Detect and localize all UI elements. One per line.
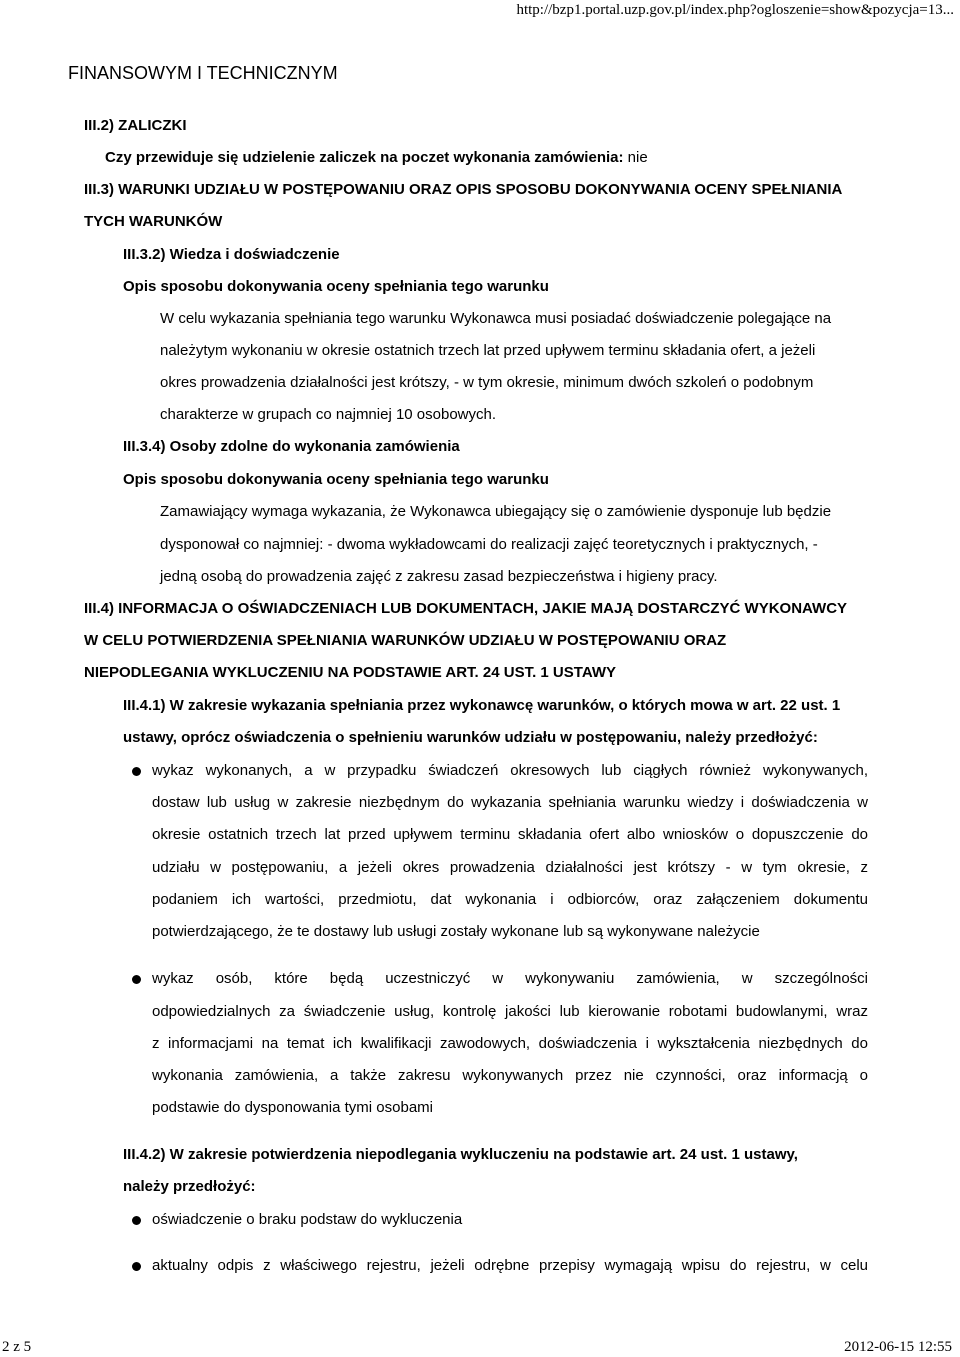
bullet1-line: potwierdzającego, że te dostawy lub usługi zostały wykonane lub są wykonywane należycie [152, 923, 760, 940]
zaliczki-answer: nie [627, 149, 648, 166]
bullet-icon [132, 1216, 141, 1225]
heading-4-2-line: III.4.2) W zakresie potwierdzenia niepodlegania wykluczeniu na podstawie art. 24 ust. 1 ustawy, [123, 1146, 798, 1163]
zaliczki-question: Czy przewiduje się udzielenie zaliczek na poczet wykonania zamówienia: [105, 149, 624, 166]
page-url: http://bzp1.portal.uzp.gov.pl/index.php?ogloszenie=show&pozycja=13... [516, 2, 954, 18]
heading-4-2-line: należy przedłożyć: [123, 1178, 256, 1195]
bullet-odpis: aktualny odpis z właściwego rejestru, jeżeli odrębne przepisy wymagają wpisu do rejestru, w celu [152, 1257, 868, 1274]
bullet1-line: okresie ostatnich trzech lat przed upływem terminu składania ofert albo wniosków o dopuszczenie do [152, 826, 868, 843]
wiedza-line: charakterze w grupach co najmniej 10 osobowych. [160, 406, 497, 423]
wiedza-line: W celu wykazania spełniania tego warunku Wykonawca musi posiadać doświadczenie polegające na [160, 310, 832, 327]
heading-zaliczki: III.2) ZALICZKI [84, 117, 187, 134]
osoby-line: Zamawiający wymaga wykazania, że Wykonawca ubiegający się o zamówienie dysponuje lub będzie [160, 503, 832, 520]
section-title: FINANSOWYM I TECHNICZNYM [68, 63, 338, 83]
opis-label-wiedza: Opis sposobu dokonywania oceny spełniania tego warunku [123, 278, 549, 295]
heading-warunki-line1: III.3) WARUNKI UDZIAŁU W POSTĘPOWANIU ORAZ OPIS SPOSOBU DOKONYWANIA OCENY SPEŁNIANIA [84, 181, 843, 198]
heading-4-1-line: III.4.1) W zakresie wykazania spełniania przez wykonawcę warunków, o których mowa w art. 22 ust. 1 [123, 697, 841, 714]
heading-warunki-line2: TYCH WARUNKÓW [84, 213, 223, 230]
bullet1-line: wykaz wykonanych, a w przypadku świadczeń okresowych lub ciągłych również wykonywanych, [152, 762, 868, 779]
bullet1-line: dostaw lub usług w zakresie niezbędnym do wykazania spełniania warunku wiedzy i doświadczenia w [152, 794, 868, 811]
heading-informacja-line: W CELU POTWIERDZENIA SPEŁNIANIA WARUNKÓW UDZIAŁU W POSTĘPOWANIU ORAZ [84, 632, 727, 649]
bullet2-line: z informacjami na temat ich kwalifikacji zawodowych, doświadczenia i wykształcenia niezbędnych do [152, 1035, 868, 1052]
osoby-line: jedną osobą do prowadzenia zajęć z zakresu zasad bezpieczeństwa i higieny pracy. [160, 568, 718, 585]
bullet-icon [132, 767, 141, 776]
opis-label-osoby: Opis sposobu dokonywania oceny spełniania tego warunku [123, 471, 549, 488]
bullet2-line: podstawie do dysponowania tymi osobami [152, 1099, 433, 1116]
bullet2-line: odpowiedzialnych za świadczenie usług, kontrolę jakości lub kierowanie robotami budowlanymi, wraz [152, 1003, 868, 1020]
bullet-icon [132, 975, 141, 984]
bullet-icon [132, 1262, 141, 1271]
bullet1-line: udziału w postępowaniu, a jeżeli okres prowadzenia działalności jest krótszy - w tym okresie, z [152, 859, 868, 876]
heading-informacja-line: NIEPODLEGANIA WYKLUCZENIU NA PODSTAWIE ART. 24 UST. 1 USTAWY [84, 664, 616, 681]
bullet-oswiadczenie: oświadczenie o braku podstaw do wykluczenia [152, 1211, 463, 1228]
wiedza-line: okres prowadzenia działalności jest krótszy, - w tym okresie, minimum dwóch szkoleń o podobnym [160, 374, 814, 391]
page-number: 2 z 5 [2, 1339, 32, 1355]
heading-informacja-line: III.4) INFORMACJA O OŚWIADCZENIACH LUB DOKUMENTACH, JAKIE MAJĄ DOSTARCZYĆ WYKONAWCY [84, 600, 848, 617]
heading-4-1-line: ustawy, oprócz oświadczenia o spełnieniu warunków udziału w postępowaniu, należy przedłożyć: [123, 729, 818, 746]
osoby-line: dysponował co najmniej: - dwoma wykładowcami do realizacji zajęć teoretycznych i praktycznych, - [160, 536, 818, 553]
wiedza-line: należytym wykonaniu w okresie ostatnich trzech lat przed upływem terminu składania ofert, a jeżeli [160, 342, 816, 359]
bullet1-line: podaniem ich wartości, przedmiotu, dat wykonania i odbiorców, oraz załączeniem dokumentu [152, 891, 868, 908]
zaliczki-question-row [105, 149, 648, 167]
print-datetime: 2012-06-15 12:55 [844, 1339, 952, 1355]
heading-osoby: III.3.4) Osoby zdolne do wykonania zamówienia [123, 438, 460, 455]
bullet2-line: wykaz osób, które będą uczestniczyć w wykonywaniu zamówienia, w szczególności [152, 970, 868, 987]
bullet2-line: wykonania zamówienia, a także zakresu wykonywanych przez nie czynności, oraz informacją o [152, 1067, 868, 1084]
heading-wiedza: III.3.2) Wiedza i doświadczenie [123, 246, 340, 263]
